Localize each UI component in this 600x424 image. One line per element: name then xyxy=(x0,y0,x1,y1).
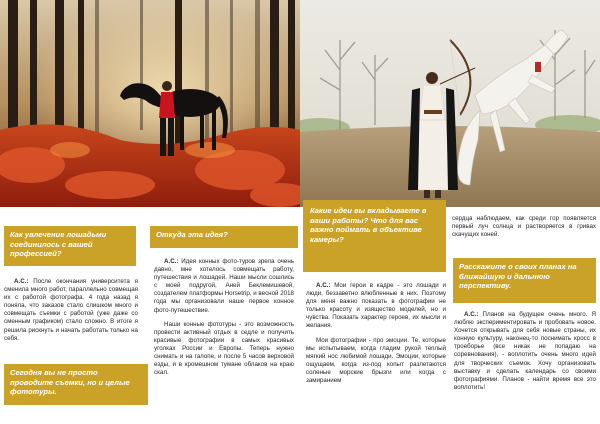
speaker-label: А.С.: xyxy=(464,311,479,318)
question-box-5 xyxy=(453,258,596,303)
answer-5-text: Планов на будущее очень много. Я люблю экспериментировать и пробовать новое. Хочется открывать для себя новые страны, их конную культуру, наконец-то поснимать кросс в троеборье (все никак не попадаю на соревнования), - воплотить очень много идей для творческих съемок. Хочу организовать выставку и сделать календарь со своими фотографиями. Планов - найти время все это воплотить! xyxy=(454,311,596,391)
question-3-text: Откуда эта идея? xyxy=(156,230,228,239)
answer-3-paragraph-2: Наши конные фототуры - это возможность провести активный отдых в седле и получить красивые фотографии в самых красивых уголках России и Европы. Теперь нужно снимать и на галопе, и после 5 часов верховой езды, и в кромешном тумане облаков на краю скал. xyxy=(154,320,294,377)
question-box-2 xyxy=(4,364,148,405)
question-2-text: Сегодня вы не просто проводите съемки, но и целые фототуры. xyxy=(10,368,130,397)
question-1-text: Как увлечение лошадьми соединилось с вашей профессией? xyxy=(10,230,107,259)
archer-with-white-horse-photo xyxy=(300,0,600,207)
answer-4-text: Мои герои в кадре - это лошади и люди, беззаветно влюбленные в них. Поэтому для меня важно показать в фотографии не только красоту и изящество моделей, но и чувства. Показать характер героев, их мысли и желания. xyxy=(306,282,446,330)
answer-column-2 xyxy=(154,258,294,383)
answer-column-3 xyxy=(306,282,446,391)
answer-4-paragraph-2: Мои фотографии - про эмоции. Те, которые мы испытываем, когда гладим рукой теплый мягкий нос любимой лошади. Эмоции, которые ощущаем, когда из-под копыт разлетаются соленые морские брызги или когда с замиранием xyxy=(306,336,446,385)
woman-with-black-horse-photo xyxy=(0,0,300,207)
question-5-text: Расскажите о своих планах на ближайшую и дальнюю перспективу. xyxy=(459,262,577,291)
answer-column-4 xyxy=(454,311,596,398)
speaker-label: А.С.: xyxy=(14,278,29,285)
question-4-text: Какие идеи вы вкладываете в ваши работы? Что для вас важно поймать в объективе камеры? xyxy=(310,206,427,244)
answer-3-text: Идея конных фото-туров зрела очень давно, мне хотелось совмещать работу, путешествия и лошадей. Наши мысли сошлись с моей подругой, Аней Беклемишевой, создателем платформы Horsetrip, и весной 2018 года мы организовали наше первое конное фото-путешествие. xyxy=(154,258,294,314)
speaker-label: А.С.: xyxy=(164,258,179,265)
question-box-3 xyxy=(150,226,298,248)
question-box-1 xyxy=(4,226,136,266)
answer-4-continuation-text: сердца наблюдаем, как среди гор появляется первый луч солнца и растворяется в гривах скачущих коней. xyxy=(452,215,596,239)
answer-4-continuation xyxy=(452,215,596,245)
speaker-label: А.С.: xyxy=(316,282,331,289)
answer-column-1 xyxy=(4,278,138,349)
answer-1-text: После окончания университета я сменила много работ, параллельно совмещая их с работой фотографа. 4 года назад я поняла, что заказов стало слишком много и совмещать съемки с работой (уже даже со сменным графиком) стало сложно. В итоге я решила рискнуть и начать работать только на себя. xyxy=(4,278,138,342)
question-box-4 xyxy=(303,200,446,272)
